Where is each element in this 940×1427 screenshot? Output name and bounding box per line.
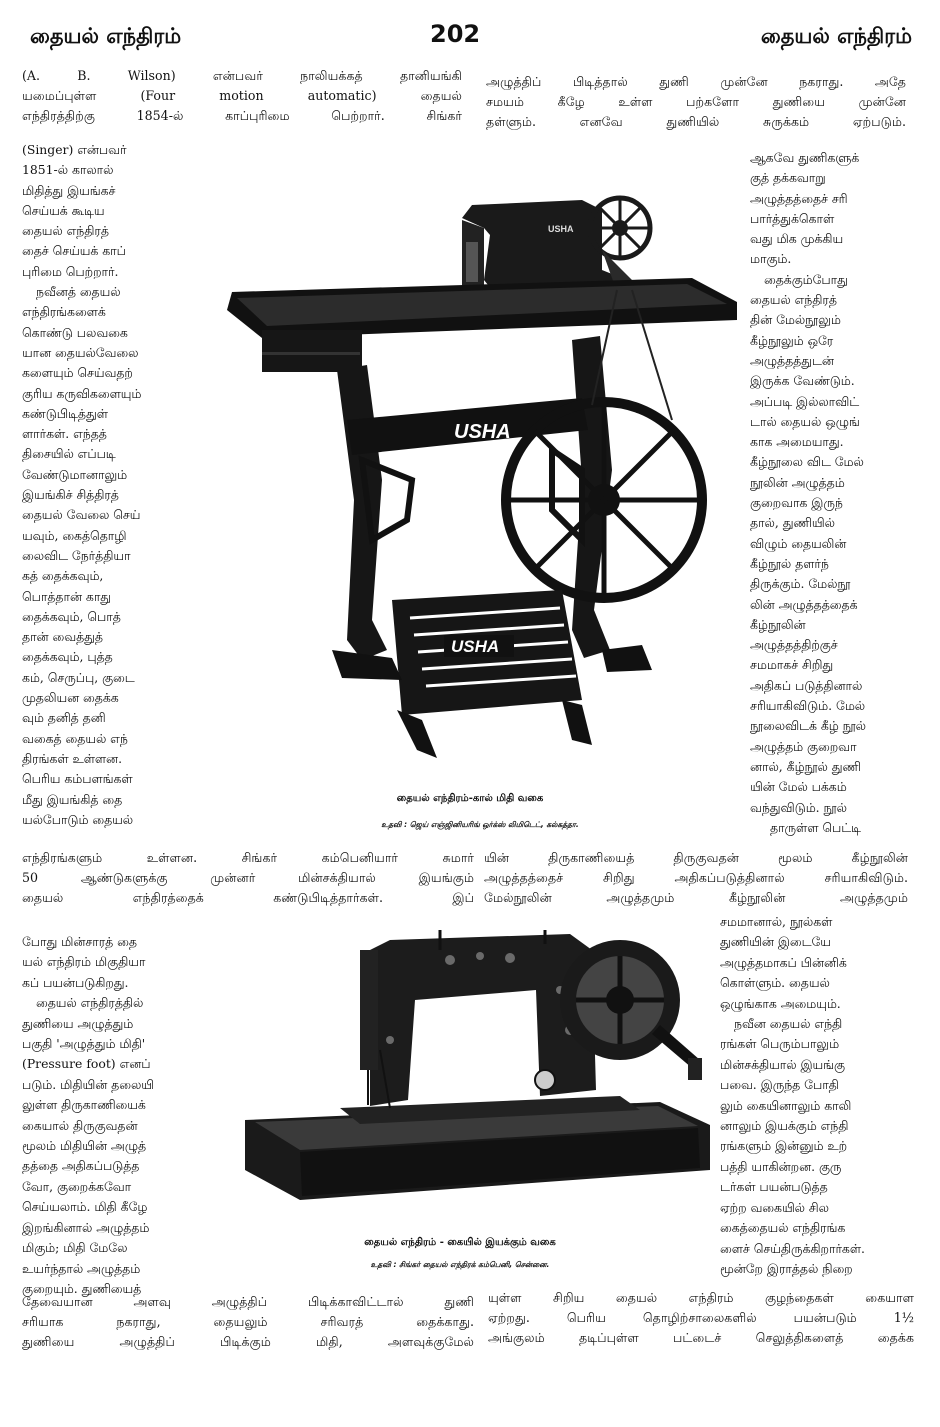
text-line: அழுத்திப் பிடித்தால் துணி முன்னே நகராது. அதே — [486, 74, 906, 89]
text-line: களையும் செய்வதற் — [22, 365, 133, 381]
text-line: கீழ்நூலின் — [750, 616, 806, 632]
text-line: ஏற்றது. பெரிய தொழிற்சாலைகளில் பயன்படும் 1½ — [488, 1309, 914, 1325]
text-line: மிதித்து இயங்கச் — [22, 182, 116, 198]
text-line: டர்கள் பயன்படுத்த — [720, 1179, 828, 1195]
frame-brand-label: USHA — [454, 421, 511, 443]
text-line: நூலின் அழுத்தம் — [750, 474, 845, 490]
text-line: உயர்ந்தால் அழுத்தம் — [22, 1260, 141, 1276]
text-line: திரங்கள் உள்ளன. — [22, 750, 123, 766]
text-line: தைச் செய்யக் காப் — [22, 243, 126, 259]
page-number: 202 — [430, 20, 481, 48]
running-header-left: தையல் எந்திரம் — [30, 24, 182, 48]
figure2-caption: தையல் எந்திரம் - கையில் இயக்கும் வகை — [364, 1237, 556, 1248]
text-line: துணியை அழுத்தும் — [22, 1015, 134, 1031]
text-line: சமமானால், நூல்கள் — [720, 914, 833, 929]
text-line: கொள்ளும். தையல் — [720, 975, 830, 991]
text-line: யல்போடும் தையல் — [22, 811, 134, 827]
text-line: அங்குலம் தடிப்புள்ள பட்டைச் செலுத்திகளைத் தைக்க — [488, 1329, 914, 1345]
text-line: குறைவாக இருந் — [750, 495, 843, 511]
right-column-text — [750, 148, 920, 838]
running-header-right: தையல் எந்திரம் — [760, 24, 912, 48]
text-line: மூலம் மிதியின் அழுத் — [22, 1138, 147, 1154]
text-line: கப் பயன்படுகிறது. — [22, 974, 129, 990]
text-line: போது மின்சாரத் தை — [22, 934, 137, 949]
text-line: திசையில் எப்படி — [22, 446, 116, 462]
figure1-caption: தையல் எந்திரம்-கால் மிதி வகை — [396, 793, 544, 804]
text-line: ஏற்ற வகையில் சில — [720, 1199, 829, 1215]
text-line: குறையும். துணியைத் — [22, 1280, 142, 1296]
middle-right-paragraph — [484, 848, 908, 908]
text-line: இயங்கிச் சித்திரத் — [22, 487, 119, 503]
text-line: யவும், கைத்தொழி — [22, 527, 127, 543]
text-line: ளைச் செய்திருக்கிறார்கள். — [720, 1240, 865, 1256]
text-line: சமமாகச் சிறிது — [750, 657, 834, 673]
text-line: கம், செருப்பு, குடை — [22, 669, 135, 685]
text-line: துணியை அழுத்திப் பிடிக்கும் மிதி, அளவுக்குமேல் — [22, 1333, 474, 1349]
text-line: நவீன தையல் எந்தி — [734, 1016, 843, 1032]
head-brand-label: USHA — [548, 224, 574, 234]
text-line: தான் வைத்துத் — [22, 629, 103, 645]
text-line: னால், கீழ்நூல் துணி — [750, 758, 861, 774]
text-line: யான தையல்வேலை — [22, 344, 139, 360]
text-line: அழுத்தத்தைச் சரி — [750, 190, 848, 206]
text-line: 50 ஆண்டுகளுக்கு முன்னர் மின்சக்தியால் இயங்கும் — [22, 869, 474, 885]
text-line: கீழ்நூல் தளர்ந் — [750, 555, 829, 571]
text-line: சரியாகிவிடும். மேல் — [750, 698, 866, 714]
text-line: டால் தையல் ஒழுங் — [750, 413, 860, 429]
text-line: ஆகவே துணிகளுக் — [750, 150, 860, 165]
bottom-right-paragraph — [488, 1288, 914, 1348]
text-line: விழும் தையலின் — [750, 535, 847, 551]
text-line: தைக்கவும், பொத் — [22, 608, 121, 624]
hand-machine-figure — [240, 930, 720, 1230]
text-line: தையல் வேலை செய் — [22, 507, 141, 523]
text-line: லுள்ள திருகாணியைக் — [22, 1097, 146, 1113]
text-line: கண்டுபிடித்துள் — [22, 405, 108, 421]
text-line: அழுத்தம் குறைவா — [750, 738, 857, 754]
bottom-left-paragraph — [22, 1292, 474, 1352]
text-line: கத் தைக்கவும், — [22, 568, 104, 584]
top-left-paragraph — [22, 66, 462, 126]
text-line: வது மிக முக்கிய — [750, 231, 844, 247]
text-line: மீது இயங்கித் தை — [22, 791, 123, 807]
text-line: மின்சக்தியால் இயங்கு — [720, 1056, 845, 1072]
text-line: தள்ளும். எனவே துணியில் சுருக்கம் ஏற்படும். — [486, 113, 906, 129]
text-line: கீழ்நூலை விட மேல் — [750, 454, 864, 470]
text-line: ரங்கள் பெரும்பாலும் — [720, 1036, 840, 1052]
hand-sewing-machine-illustration — [240, 930, 720, 1230]
text-line: லைவிட நேர்த்தியா — [22, 547, 131, 563]
text-line: படும். மிதியின் தலையி — [22, 1076, 154, 1092]
text-line: அதிகப் படுத்தினால் — [750, 677, 863, 693]
text-line: தையல் எந்திரத்தில் — [36, 995, 144, 1011]
text-line: நூலைவிடக் கீழ் நூல் — [750, 718, 866, 734]
text-line: திருக்கும். மேல்நூ — [750, 576, 851, 592]
text-line: (Pressure foot) எனப் — [22, 1056, 151, 1072]
treadle-sewing-machine-illustration — [222, 180, 742, 780]
text-line: தால், துணியில் — [750, 515, 835, 531]
text-line: குத் தக்கவாறு — [750, 170, 826, 186]
treadle-machine-figure — [222, 180, 742, 780]
text-line: வந்துவிடும். நூல் — [750, 799, 847, 815]
text-line: யின் மேல் பக்கம் — [750, 779, 847, 795]
text-line: (A. B. Wilson) என்பவர் நாலியக்கத் தானியங்கி — [22, 68, 462, 83]
text-line: சமயம் கீழே உள்ள பற்களோ துணியை முன்னே — [486, 93, 906, 109]
middle-left-paragraph — [22, 848, 474, 908]
text-line: தையல் எந்திரத்தைக் கண்டுபிடித்தார்கள். இப் — [22, 889, 474, 905]
text-line: மூன்றே இராத்தல் நிறை — [720, 1260, 853, 1276]
text-line: கையால் திருகுவதன் — [22, 1117, 138, 1133]
text-line: பவை. இருந்த போதி — [720, 1077, 839, 1093]
text-line: காக அமையாது. — [750, 434, 844, 450]
text-line: ரங்களும் இன்னும் உற் — [720, 1138, 848, 1154]
left-column-text — [22, 140, 222, 830]
text-line: துணியின் இடையே — [720, 934, 831, 950]
text-line: தின் மேல்நூலும் — [750, 312, 841, 328]
text-line: இறங்கினால் அழுத்தம் — [22, 1219, 150, 1235]
left-column2-text — [22, 932, 232, 1299]
text-line: லும் கையினாலும் காலி — [720, 1097, 852, 1113]
treadle-brand-label: USHA — [451, 637, 500, 656]
text-line: தேவையான அளவு அழுத்திப் பிடிக்காவிட்டால் துணி — [22, 1294, 474, 1309]
text-line: லின் அழுத்தத்தைக் — [750, 596, 858, 612]
text-line: அப்படி இல்லாவிட் — [750, 393, 860, 409]
text-line: கைத்தையல் எந்திரங்க — [720, 1220, 846, 1236]
text-line: எந்திரத்திற்கு 1854-ல் காப்புரிமை பெற்றார். சிங்கர் — [22, 107, 462, 123]
text-line: பகுதி 'அழுத்தும் மிதி' — [22, 1036, 146, 1052]
top-right-paragraph — [486, 72, 906, 132]
text-line: யின் திருகாணியைத் திருகுவதன் மூலம் கீழ்நூலின் — [484, 850, 908, 865]
text-line: 1851-ல் காலால் — [22, 162, 114, 178]
text-line: யுள்ள சிறிய தையல் எந்திரம் குழந்தைகள் கையாள — [488, 1290, 914, 1305]
text-line: பார்த்துக்கொள் — [750, 210, 835, 226]
right-column2-text — [720, 912, 920, 1279]
text-line: யமைப்புள்ள (Four motion automatic) தையல் — [22, 87, 462, 103]
text-line: முதலியன தைக்க — [22, 690, 119, 706]
text-line: வகைத் தையல் எந் — [22, 730, 128, 746]
text-line: பெரிய கம்பளங்கள் — [22, 771, 133, 787]
text-line: சரியாக நகராது, தையலும் சரிவரத் தைக்காது. — [22, 1313, 474, 1329]
text-line: கீழ்நூலும் ஒரே — [750, 332, 834, 348]
text-line: அழுத்தத்திற்குச் — [750, 637, 838, 653]
figure2-credit: உதவி : சிங்கர் தையல் எந்திரக் கம்பெனி, சென்னை. — [370, 1260, 550, 1269]
text-line: பொத்தான் காது — [22, 588, 112, 604]
text-line: குரிய கருவிகளையும் — [22, 385, 142, 401]
text-line: மேல்நூலின் அழுத்தமும் கீழ்நூலின் அழுத்தமும் — [484, 889, 908, 905]
text-line: இருக்க வேண்டும். — [750, 373, 855, 389]
text-line: வும் தனித் தனி — [22, 710, 106, 726]
text-line: மிகும்; மிதி மேலே — [22, 1240, 128, 1256]
text-line: வோ, குறைக்கவோ — [22, 1178, 132, 1194]
text-line: புரிமை பெற்றார். — [22, 263, 119, 279]
text-line: எந்திரங்களைக் — [22, 304, 106, 320]
text-line: ஒழுங்காக அமையும். — [720, 995, 841, 1011]
text-line: மாகும். — [750, 251, 792, 267]
text-line: நவீனத் தையல் — [36, 284, 121, 300]
text-line: தைக்கவும், புத்த — [22, 649, 113, 665]
text-line: செய்யலாம். மிதி கீழே — [22, 1199, 148, 1215]
text-line: தத்தை அதிகப்படுத்த — [22, 1158, 140, 1174]
text-line: கொண்டு பலவகை — [22, 324, 128, 340]
text-line: தைக்கும்போது — [764, 271, 848, 287]
text-line: செய்யக் கூடிய — [22, 202, 105, 218]
text-line: யல் எந்திரம் மிகுதியா — [22, 954, 146, 970]
text-line: தாருள்ள பெட்டி — [770, 819, 861, 835]
text-line: ளார்கள். எந்தத் — [22, 426, 107, 442]
text-line: னாலும் இயக்கும் எந்தி — [720, 1118, 849, 1134]
text-line: அழுத்தத்துடன் — [750, 352, 834, 368]
text-line: தையல் எந்திரத் — [22, 223, 109, 239]
text-line: பத்தி யாகின்றன. குரு — [720, 1158, 842, 1174]
text-line: அழுத்தமாகப் பின்னிக் — [720, 954, 847, 970]
figure1-credit: உதவி : ஜெய் எஞ்ஜினியரிங் ஒர்க்ஸ் லிமிடெட், கல்கத்தா. — [381, 820, 579, 829]
text-line: அழுத்தத்தைச் சிறிது அதிகப்படுத்தினால் சரியாகிவிடும். — [484, 869, 908, 885]
text-line: தையல் எந்திரத் — [750, 292, 837, 308]
text-line: வேண்டுமானாலும் — [22, 466, 128, 482]
text-line: எந்திரங்களும் உள்ளன. சிங்கர் கம்பெனியார் சுமார் — [22, 850, 474, 865]
text-line: (Singer) என்பவர் — [22, 142, 127, 157]
